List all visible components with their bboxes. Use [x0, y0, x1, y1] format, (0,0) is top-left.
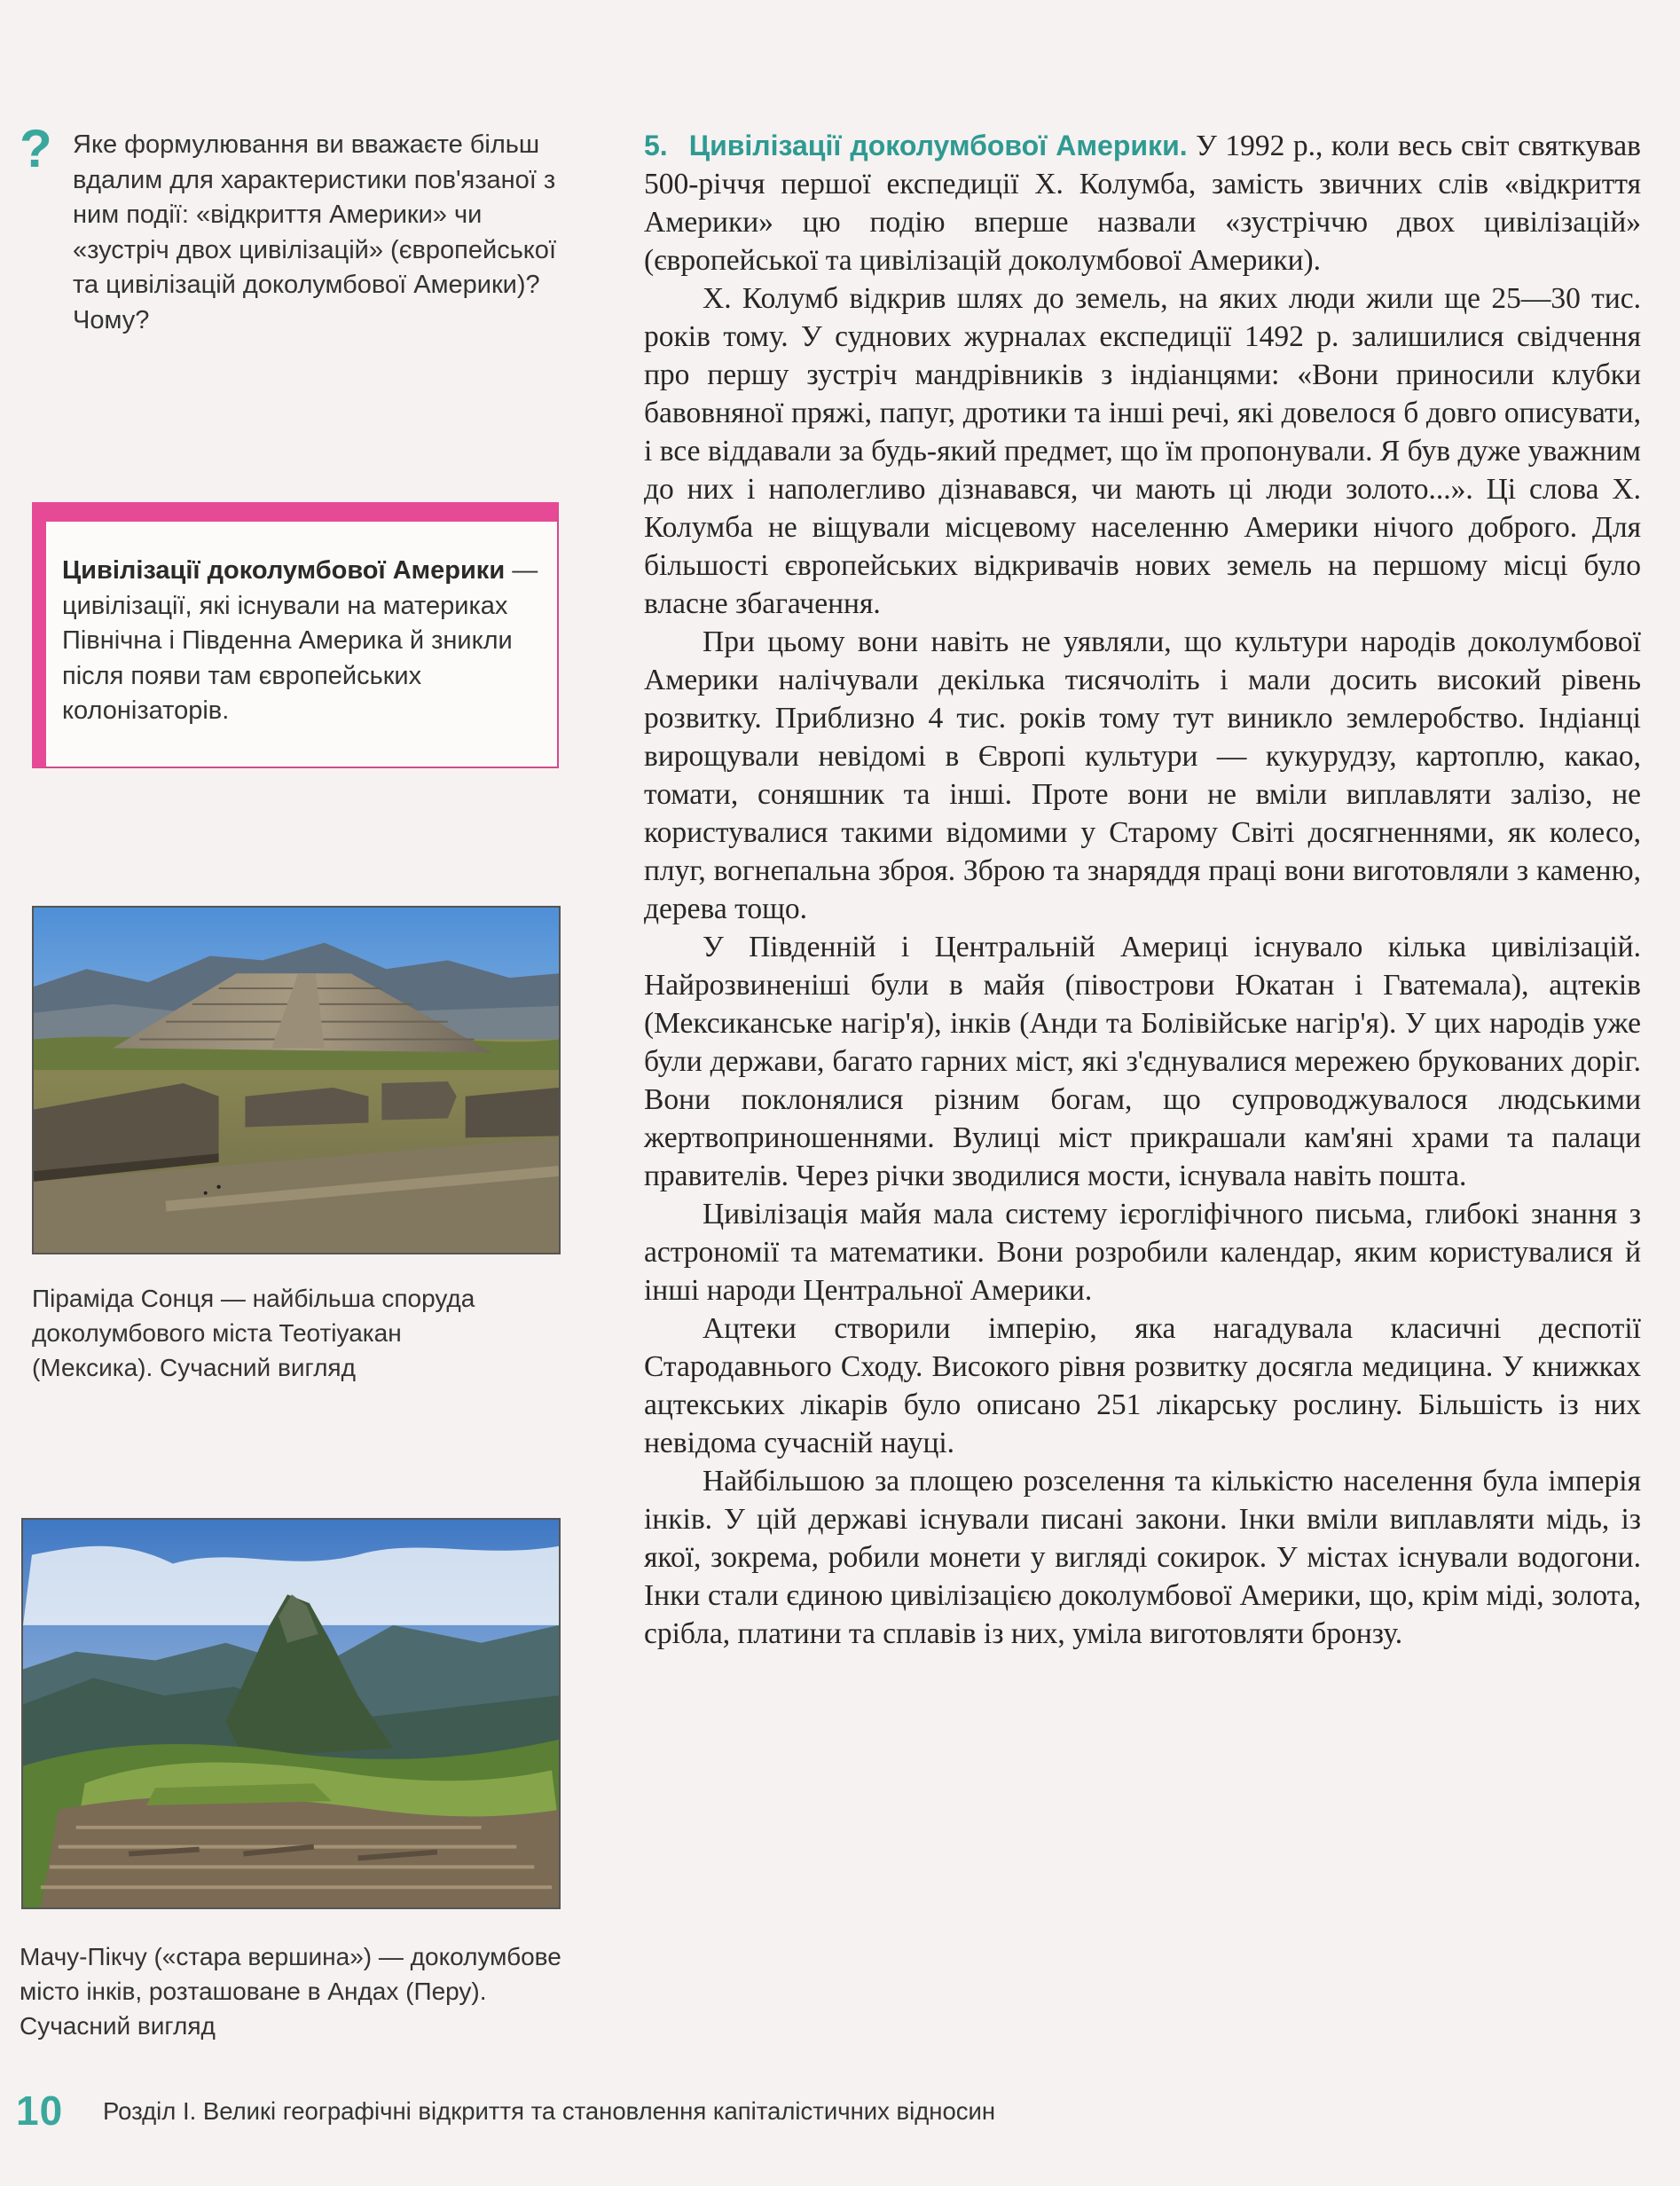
section-number: 5.: [644, 130, 668, 161]
section-heading-paragraph: [644, 127, 1641, 279]
machu-picchu-photo: [21, 1518, 561, 1909]
paragraph: Х. Колумб відкрив шлях до земель, на яких люди жили ще 25—30 тис. років тому. У суднових журналах експедиції 1492 р. залишилися свідчення про першу зустріч мандрівників з індіанцями: «Вони приносили клубки бавовняної пряжі, папуг, дротики та інші речі, які довелося б довго описувати, і все віддавали за будь-який предмет, що їм пропонували. Я був дуже уважним до них і наполегливо дізнавався, чи мають ці люди золото...». Ці слова Х. Колумба не віщували місцевому населенню Америки нічого доброго. Для більшості європейських відкривачів нових земель на першому місці було власне збагачення.: [644, 282, 1641, 620]
definition-text: — цивілізації, які існували на материках Північна і Південна Америка й зникли після появи там європейських колонізаторів.: [62, 556, 538, 725]
paragraph-text: У 1992 р., коли весь світ святкував 500-річчя першої експедиції Х. Колумба, замість звичних слів «відкриття Америки» цю подію вперше назвали «зустріччю двох цивілізацій» (європейської та цивілізацій доколумбової Америки).: [644, 130, 1641, 277]
question-mark-icon: ?: [20, 119, 52, 178]
main-text: [644, 127, 1641, 1653]
question-text: Яке формулювання ви вважаєте більш вдалим для характеристики пов'язаної з ним події: «відкриття Америки» чи «зустріч двох цивілізацій» (європейської та цивілізацій доколумбової Америки)? Чому?: [73, 130, 556, 334]
paragraph: Найбільшою за площею розселення та кількістю населення була імперія інків. У цій державі існували писані закони. Інки вміли виплавляти мідь, із якої, зокрема, робили монети у вигляді сокирок. У містах існували водогони. Інки стали єдиною цивілізацією доколумбової Америки, що, крім міді, золота, срібла, платини та сплавів із них, уміла виготовляти бронзу.: [644, 1465, 1641, 1650]
paragraph: Цивілізація майя мала систему ієрогліфічного письма, глибокі знання з астрономії та математики. Вони розробили календар, яким користувалися й інші народи Центральної Америки.: [644, 1198, 1641, 1307]
pyramid-of-the-sun-photo: [32, 906, 561, 1254]
definition-term: Цивілізації доколумбової Америки: [62, 556, 506, 585]
figure-caption: Піраміда Сонця — найбільша споруда доколумбового міста Теотіуакан (Мексика). Сучасний вигляд: [32, 1285, 475, 1381]
definition-box: [32, 502, 559, 768]
figure-caption: Мачу-Пікчу («стара вершина») — доколумбове місто інків, розташоване в Андах (Перу). Сучасний вигляд: [20, 1943, 561, 2040]
paragraph: У Південній і Центральній Америці існувало кілька цивілізацій. Найрозвиненіші були в майя (півострови Юкатан і Гватемала), ацтеків (Мексиканське нагір'я), інків (Анди та Болівійське нагір'я). У цих народів уже були держави, багато гарних міст, які з'єднувалися мережею брукованих доріг. Вони поклонялися різним богам, що супроводжувалося людськими жертвоприношеннями. Вулиці міст прикрашали кам'яні храми та палаци правителів. Через річки зводилися мости, існувала навіть пошта.: [644, 931, 1641, 1192]
page-number: 10: [16, 2088, 64, 2134]
paragraph: При цьому вони навіть не уявляли, що культури народів доколумбової Америки налічували декілька тисячоліть і мали досить високий рівень розвитку. Приблизно 4 тис. років тому тут виникло землеробство. Індіанці вирощували невідомі в Європі культури — кукурудзу, картоплю, какао, томати, соняшник та інші. Проте вони не вміли виплавляти залізо, не користувалися такими відомими у Старому Світі досягненнями, як колесо, плуг, вогнепальна зброя. Зброю та знаряддя праці вони виготовляли з каменю, дерева тощо.: [644, 625, 1641, 925]
paragraph: Ацтеки створили імперію, яка нагадувала класичні деспотії Стародавнього Сходу. Високого рівня розвитку досягла медицина. У книжках ацтекських лікарів було описано 251 лікарську рослину. Більшість із них невідома сучасній науці.: [644, 1312, 1641, 1459]
page-footer: [16, 2088, 1666, 2133]
chapter-title: Розділ I. Великі географічні відкриття та становлення капіталістичних відносин: [103, 2097, 996, 2125]
section-title: Цивілізації доколумбової Америки.: [688, 130, 1188, 161]
